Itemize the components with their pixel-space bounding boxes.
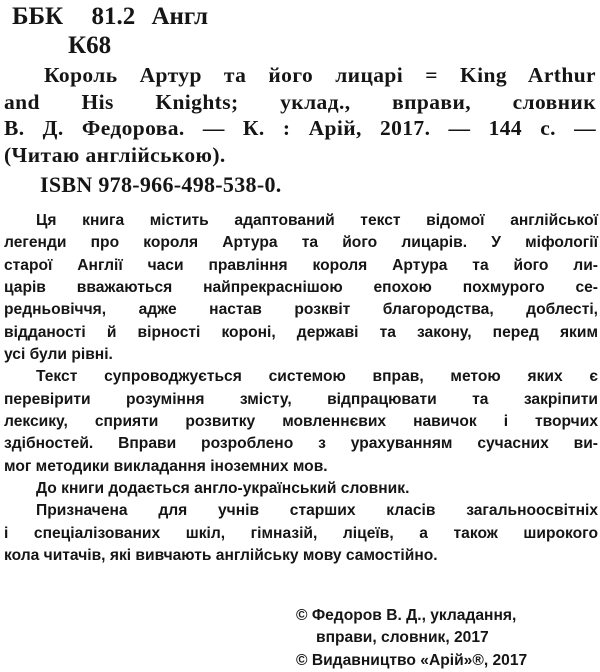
copyright-line: вправи, словник, 2017 [316, 629, 489, 647]
bbk-code: 81.2 [91, 3, 136, 30]
annotation-line: До книги додається англо-український словник. [36, 480, 410, 498]
copyright-line: © Видавництво «Арій»®, 2017 [296, 651, 528, 669]
biblio-line: and His Knights; уклад., вправи, словник [4, 89, 596, 114]
annotation-line: царів вважаються найпрекраснішою епохою похмурого се- [4, 279, 598, 297]
bbk-subject: Англ [151, 3, 209, 30]
copyright-block [4, 605, 592, 672]
biblio-line: Король Артур та його лицарі = King Arthur [44, 63, 596, 87]
isbn-number: ISBN 978-966-498-538-0. [40, 172, 282, 197]
annotation-line: Текст супроводжується системою вправ, метою яких є [36, 368, 598, 386]
annotation [4, 210, 598, 568]
annotation-line: редньовіччя, адже настав розквіт благородства, доблесті, [4, 301, 598, 319]
annotation-line: усі були рівні. [4, 346, 113, 364]
annotation-line: мог методики викладання іноземних мов. [4, 457, 328, 475]
annotation-line: Ця книга містить адаптований текст відомої англійської [36, 212, 598, 229]
annotation-line: старої Англії часи правління короля Артура та його ли- [4, 256, 598, 274]
copyright-line: © Федоров В. Д., укладання, [296, 607, 517, 624]
annotation-line: легенди про короля Артура та його лицарів. У міфології [4, 234, 598, 252]
author-mark: К68 [68, 32, 112, 59]
annotation-line: і спеціалізованих шкіл, гімназій, ліцеїв, а також широкого [4, 524, 598, 542]
annotation-line: лексику, сприяти розвитку мовленнєвих навичок і творчих [4, 413, 598, 431]
annotation-line: відданості й вірності короні, державі та закону, перед яким [4, 323, 598, 341]
biblio-line: В. Д. Федорова. — К. : Арій, 2017. — 144 с. — [4, 116, 596, 140]
annotation-line: кола читачів, які вивчають англійську мову самостійно. [4, 547, 438, 565]
bbk-label: ББК [12, 3, 64, 30]
bibliographic-record [4, 62, 596, 168]
bbk-index [12, 4, 208, 29]
annotation-line: здібностей. Вправи розроблено з урахуванням сучасних ви- [4, 435, 598, 453]
biblio-line: (Читаю англійською). [4, 142, 226, 167]
annotation-line: перевірити розуміння змісту, відпрацювати та закріпити [4, 390, 598, 408]
annotation-line: Призначена для учнів старших класів загальноосвітніх [36, 502, 598, 520]
